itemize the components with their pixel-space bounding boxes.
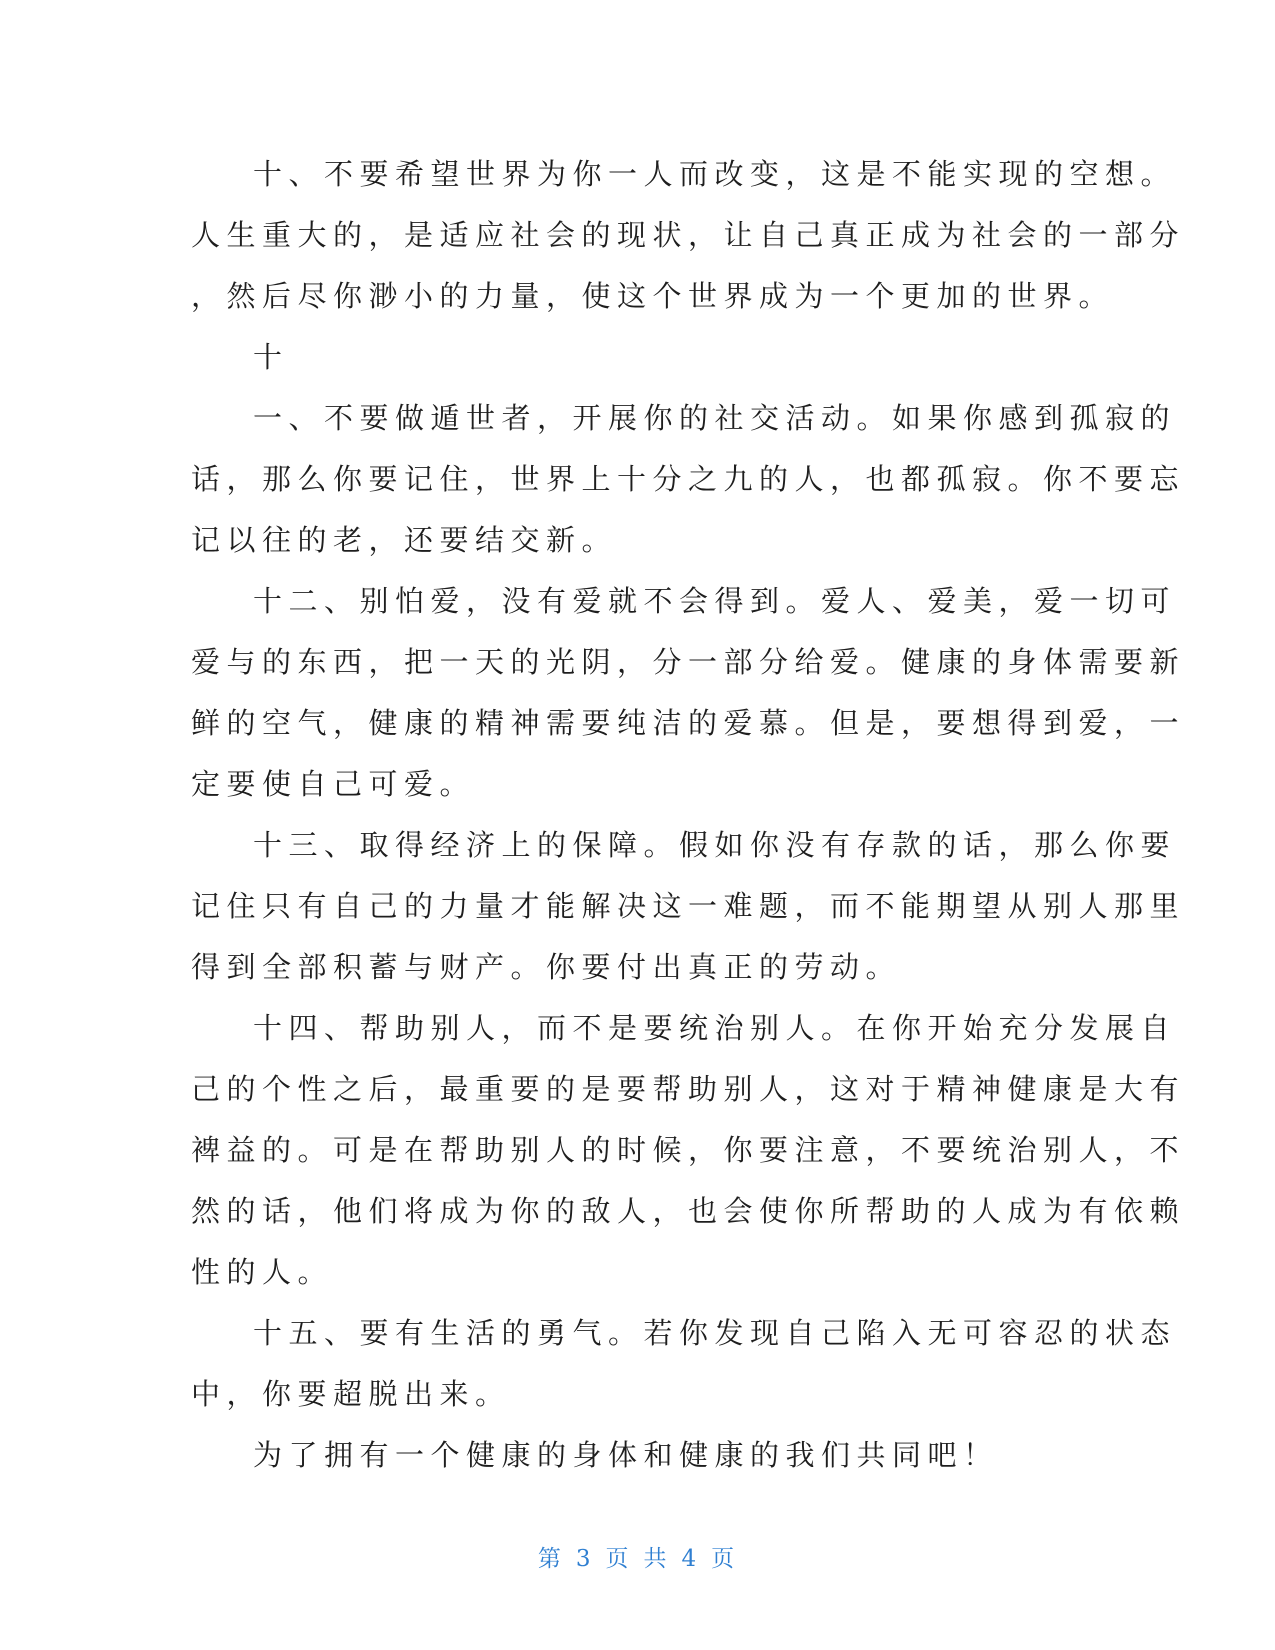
- text-line: 己的个性之后，最重要的是要帮助别人，这对于精神健康是大有: [191, 1072, 1186, 1106]
- page-footer: [0, 1540, 1275, 1573]
- text-line: 十四、帮助别人，而不是要统治别人。在你开始充分发展自: [253, 1011, 1177, 1045]
- text-line: 十: [253, 340, 289, 374]
- text-line: 人生重大的，是适应社会的现状，让自己真正成为社会的一部分: [191, 218, 1186, 252]
- footer-page-label: 第: [537, 1546, 564, 1572]
- text-line: 记以往的老，还要结交新。: [191, 523, 618, 557]
- text-line: 然的话，他们将成为你的敌人，也会使你所帮助的人成为有依赖: [191, 1194, 1186, 1228]
- text-line: 得到全部积蓄与财产。你要付出真正的劳动。: [191, 950, 902, 984]
- text-line: 为了拥有一个健康的身体和健康的我们共同吧！: [253, 1438, 999, 1472]
- text-line: 性的人。: [191, 1255, 334, 1289]
- text-line: 十五、要有生活的勇气。若你发现自己陷入无可容忍的状态: [253, 1316, 1177, 1350]
- text-line: ，然后尽你渺小的力量，使这个世界成为一个更加的世界。: [191, 279, 1115, 313]
- text-line: 定要使自己可爱。: [191, 767, 476, 801]
- text-line: 十三、取得经济上的保障。假如你没有存款的话，那么你要: [253, 828, 1177, 862]
- text-line: 爱与的东西，把一天的光阴，分一部分给爱。健康的身体需要新: [191, 645, 1186, 679]
- text-line: 话，那么你要记住，世界上十分之九的人，也都孤寂。你不要忘: [191, 462, 1186, 496]
- text-line: 裨益的。可是在帮助别人的时候，你要注意，不要统治别人，不: [191, 1133, 1186, 1167]
- text-line: 十二、别怕爱，没有爱就不会得到。爱人、爱美，爱一切可: [253, 584, 1177, 618]
- footer-total-pages: 4: [681, 1546, 700, 1572]
- text-line: 鲜的空气，健康的精神需要纯洁的爱慕。但是，要想得到爱，一: [191, 706, 1186, 740]
- footer-total-label: 共: [643, 1546, 670, 1572]
- document-body: [191, 144, 1186, 1486]
- footer-total-unit: 页: [711, 1546, 738, 1572]
- footer-current-page: 3: [575, 1546, 594, 1572]
- text-line: 一、不要做遁世者，开展你的社交活动。如果你感到孤寂的: [253, 401, 1177, 435]
- footer-page-unit: 页: [605, 1546, 632, 1572]
- text-line: 记住只有自己的力量才能解决这一难题，而不能期望从别人那里: [191, 889, 1186, 923]
- text-line: 十、不要希望世界为你一人而改变，这是不能实现的空想。: [253, 157, 1177, 191]
- text-line: 中，你要超脱出来。: [191, 1377, 511, 1411]
